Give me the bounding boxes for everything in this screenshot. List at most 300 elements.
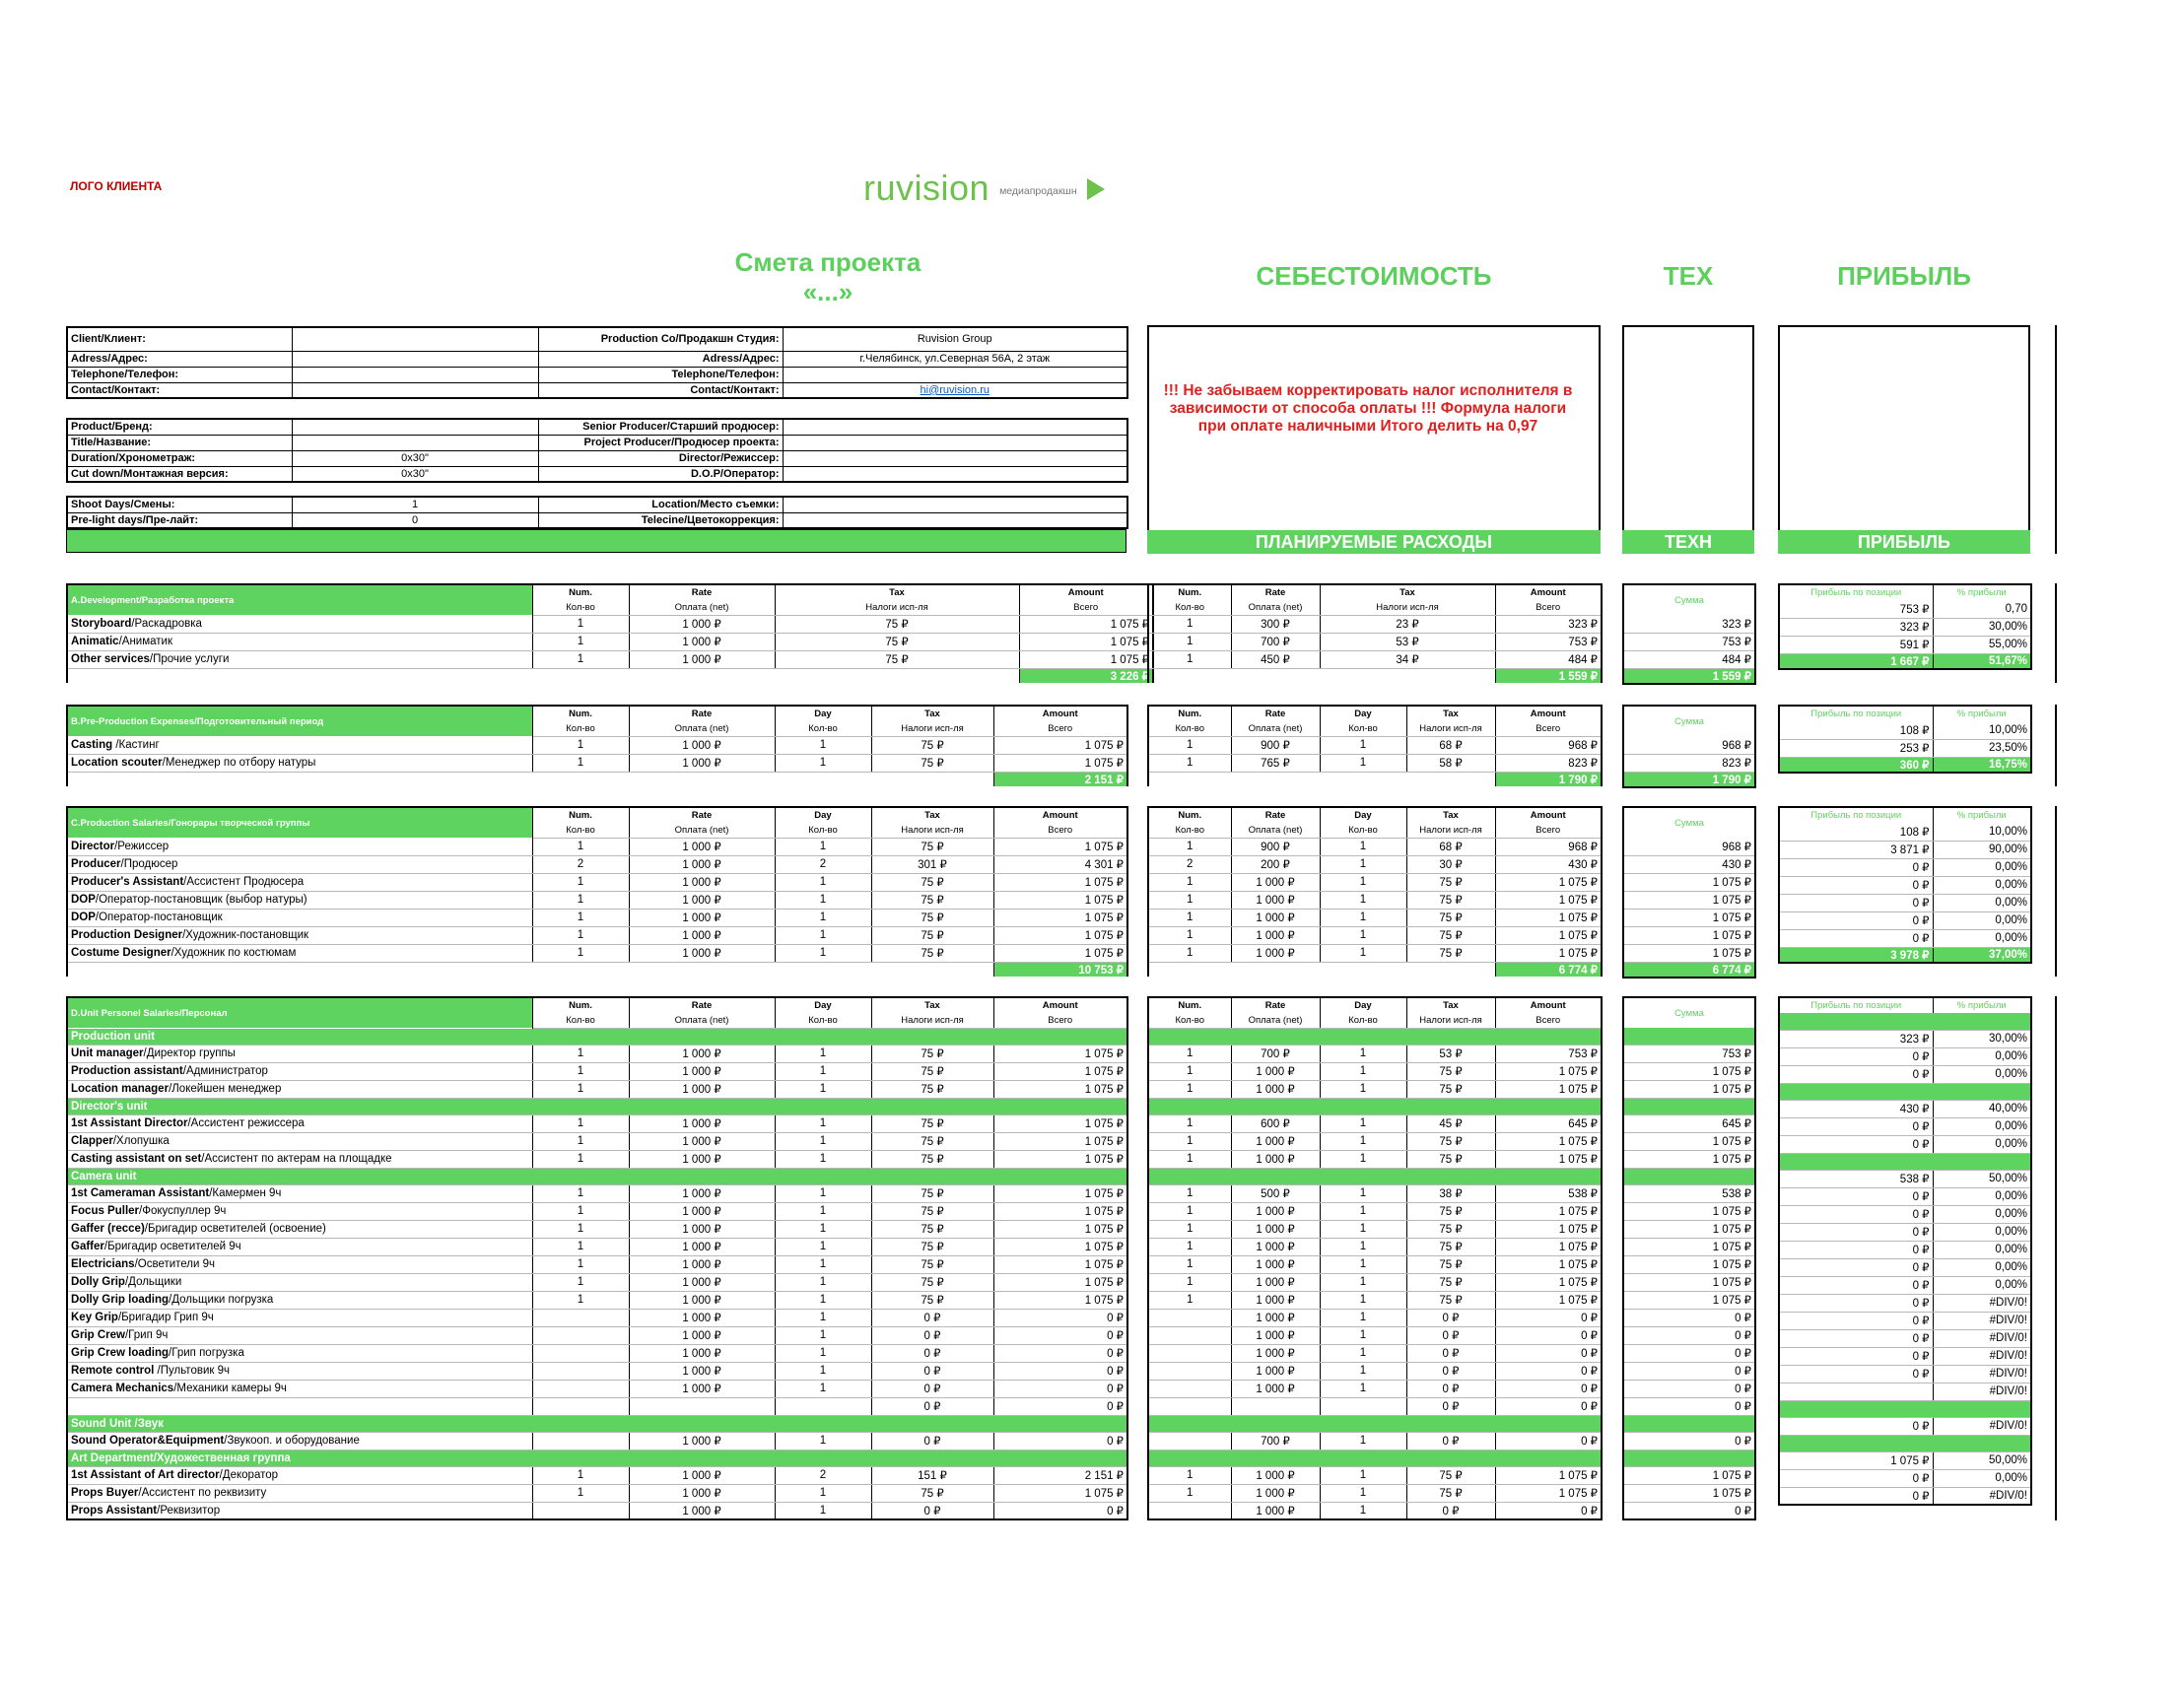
cell-amount[interactable]: 1 075 ₽ [993,1273,1127,1291]
cost-cell-amount[interactable]: 1 075 ₽ [1495,944,1602,962]
cell-rate[interactable]: 1 000 ₽ [629,1238,775,1255]
cell-amount[interactable]: 1 075 ₽ [993,1045,1127,1062]
cell-tax[interactable]: 75 ₽ [871,1255,993,1273]
cost-row[interactable] [1148,1326,1602,1344]
cost-cell-days[interactable]: 1 [1320,1132,1406,1150]
cell-rate[interactable]: 1 000 ₽ [629,1062,775,1080]
cell-amount[interactable]: 1 075 ₽ [993,891,1127,909]
cost-row[interactable] [1148,1255,1602,1273]
cell-amount[interactable]: 1 075 ₽ [993,1255,1127,1273]
cost-row[interactable] [1148,1062,1602,1080]
cost-cell-rate[interactable]: 500 ₽ [1231,1184,1320,1202]
cell-tax[interactable]: 151 ₽ [871,1466,993,1484]
cost-cell-amount[interactable]: 1 075 ₽ [1495,1238,1602,1255]
info-value[interactable] [783,497,1127,512]
cell-tax[interactable]: 75 ₽ [871,1220,993,1238]
cell-amount[interactable]: 0 ₽ [993,1502,1127,1519]
cell-rate[interactable]: 1 000 ₽ [629,1255,775,1273]
cost-row[interactable] [1148,891,1602,909]
cost-cell-amount[interactable]: 968 ₽ [1495,736,1602,754]
cost-cell-amount[interactable]: 1 075 ₽ [1495,1291,1602,1309]
cell-rate[interactable]: 1 000 ₽ [629,1326,775,1344]
cell-rate[interactable] [629,1397,775,1415]
cell-rate[interactable]: 1 000 ₽ [629,873,775,891]
cell-days[interactable]: 1 [775,1326,871,1344]
cost-cell-days[interactable]: 1 [1320,1309,1406,1326]
cell-qty[interactable]: 1 [532,615,629,633]
cell-days[interactable]: 2 [775,855,871,873]
cost-row[interactable] [1148,1220,1602,1238]
cost-cell-tax[interactable]: 0 ₽ [1406,1432,1495,1450]
cost-cell-rate[interactable]: 765 ₽ [1231,754,1320,772]
cell-amount[interactable]: 1 075 ₽ [993,1202,1127,1220]
cost-row[interactable] [1148,650,1602,668]
cell-tax[interactable]: 75 ₽ [871,1238,993,1255]
cost-cell-days[interactable]: 1 [1320,1150,1406,1168]
cost-row[interactable] [1148,1132,1602,1150]
cost-row[interactable] [1148,1502,1602,1519]
cost-cell-tax[interactable]: 68 ₽ [1406,838,1495,855]
cell-rate[interactable]: 1 000 ₽ [629,1362,775,1380]
cell-days[interactable]: 1 [775,1255,871,1273]
cell-tax[interactable]: 0 ₽ [871,1326,993,1344]
cell-tax[interactable]: 75 ₽ [871,909,993,926]
cost-cell-qty[interactable]: 1 [1148,1045,1231,1062]
cell-amount[interactable]: 0 ₽ [993,1380,1127,1397]
cost-cell-rate[interactable]: 1 000 ₽ [1231,1380,1320,1397]
line-item-row[interactable] [67,1273,1127,1291]
cost-cell-tax[interactable]: 0 ₽ [1406,1344,1495,1362]
cell-tax[interactable]: 75 ₽ [871,1273,993,1291]
cost-row[interactable] [1148,873,1602,891]
cost-cell-qty[interactable]: 1 [1148,1220,1231,1238]
cell-days[interactable]: 1 [775,754,871,772]
cost-cell-rate[interactable]: 900 ₽ [1231,838,1320,855]
cost-cell-tax[interactable]: 75 ₽ [1406,1238,1495,1255]
cell-rate[interactable]: 1 000 ₽ [629,1202,775,1220]
cell-days[interactable]: 1 [775,1150,871,1168]
line-item-row[interactable] [67,1062,1127,1080]
cell-days[interactable]: 1 [775,944,871,962]
cell-amount[interactable]: 1 075 ₽ [993,754,1127,772]
cell-rate[interactable]: 1 000 ₽ [629,838,775,855]
cost-cell-rate[interactable]: 450 ₽ [1231,650,1320,668]
cost-row[interactable] [1148,1202,1602,1220]
cell-amount[interactable]: 0 ₽ [993,1432,1127,1450]
info-value[interactable]: 0x30" [292,466,538,482]
cost-cell-tax[interactable]: 75 ₽ [1406,891,1495,909]
cell-rate[interactable]: 1 000 ₽ [629,1484,775,1502]
cost-cell-qty[interactable]: 1 [1148,838,1231,855]
line-item-row[interactable] [67,1484,1127,1502]
cost-row[interactable] [1148,855,1602,873]
cell-rate[interactable]: 1 000 ₽ [629,1502,775,1519]
cell-days[interactable]: 1 [775,1502,871,1519]
cell-amount[interactable]: 0 ₽ [993,1397,1127,1415]
cell-rate[interactable]: 1 000 ₽ [629,891,775,909]
cost-cell-qty[interactable]: 1 [1148,1255,1231,1273]
line-item-row[interactable] [67,1380,1127,1397]
cost-cell-amount[interactable]: 1 075 ₽ [1495,873,1602,891]
line-item-row[interactable] [67,1502,1127,1519]
info-value[interactable] [783,327,1127,351]
cell-qty[interactable]: 1 [532,926,629,944]
cost-row[interactable] [1148,1184,1602,1202]
cost-cell-amount[interactable]: 823 ₽ [1495,754,1602,772]
cost-cell-qty[interactable]: 1 [1148,891,1231,909]
cost-cell-qty[interactable]: 1 [1148,1080,1231,1098]
cost-cell-tax[interactable]: 53 ₽ [1320,633,1495,650]
cost-row[interactable] [1148,944,1602,962]
cost-cell-rate[interactable]: 700 ₽ [1231,1045,1320,1062]
cost-cell-tax[interactable]: 0 ₽ [1406,1309,1495,1326]
cost-cell-qty[interactable]: 1 [1148,1062,1231,1080]
info-value[interactable] [783,466,1127,482]
cell-rate[interactable]: 1 000 ₽ [629,1045,775,1062]
cost-cell-tax[interactable]: 75 ₽ [1406,926,1495,944]
cost-row[interactable] [1148,1273,1602,1291]
cost-cell-days[interactable]: 1 [1320,944,1406,962]
cell-qty[interactable]: 1 [532,909,629,926]
cell-qty[interactable]: 1 [532,1184,629,1202]
cost-cell-tax[interactable]: 75 ₽ [1406,1132,1495,1150]
cost-cell-rate[interactable]: 1 000 ₽ [1231,926,1320,944]
cost-row[interactable] [1148,926,1602,944]
cell-rate[interactable]: 1 000 ₽ [629,1432,775,1450]
cell-qty[interactable]: 1 [532,1150,629,1168]
info-value[interactable]: 0x30" [292,450,538,466]
info-value[interactable] [783,450,1127,466]
cost-cell-rate[interactable]: 1 000 ₽ [1231,1466,1320,1484]
cost-cell-amount[interactable]: 1 075 ₽ [1495,1273,1602,1291]
cell-amount[interactable]: 1 075 ₽ [993,1114,1127,1132]
cost-cell-days[interactable]: 1 [1320,1362,1406,1380]
cost-cell-days[interactable]: 1 [1320,873,1406,891]
cost-row[interactable] [1148,736,1602,754]
cell-rate[interactable]: 1 000 ₽ [629,855,775,873]
cost-cell-qty[interactable]: 1 [1148,1150,1231,1168]
cost-cell-rate[interactable]: 1 000 ₽ [1231,1502,1320,1519]
cell-amount[interactable]: 1 075 ₽ [1019,650,1153,668]
line-item-row[interactable] [67,926,1127,944]
cell-qty[interactable]: 1 [532,1202,629,1220]
cost-cell-amount[interactable]: 0 ₽ [1495,1397,1602,1415]
cost-cell-qty[interactable] [1148,1432,1231,1450]
cell-tax[interactable]: 75 ₽ [871,944,993,962]
cost-cell-rate[interactable]: 700 ₽ [1231,1432,1320,1450]
cost-cell-amount[interactable]: 0 ₽ [1495,1344,1602,1362]
line-item-row[interactable] [67,909,1127,926]
cost-cell-tax[interactable]: 38 ₽ [1406,1184,1495,1202]
cost-cell-rate[interactable]: 1 000 ₽ [1231,1080,1320,1098]
cell-rate[interactable]: 1 000 ₽ [629,615,775,633]
cost-cell-qty[interactable]: 1 [1148,944,1231,962]
cost-cell-amount[interactable]: 1 075 ₽ [1495,926,1602,944]
line-item-row[interactable] [67,615,1153,633]
line-item-row[interactable] [67,1326,1127,1344]
cost-cell-rate[interactable] [1231,1397,1320,1415]
cell-days[interactable]: 1 [775,838,871,855]
cost-cell-rate[interactable]: 1 000 ₽ [1231,1291,1320,1309]
cell-qty[interactable]: 1 [532,1080,629,1098]
cell-qty[interactable] [532,1432,629,1450]
cost-cell-qty[interactable]: 1 [1148,1132,1231,1150]
cost-cell-amount[interactable]: 1 075 ₽ [1495,909,1602,926]
cell-rate[interactable]: 1 000 ₽ [629,909,775,926]
cost-cell-amount[interactable]: 484 ₽ [1495,650,1602,668]
cost-cell-tax[interactable]: 75 ₽ [1406,1291,1495,1309]
cell-days[interactable]: 1 [775,1045,871,1062]
line-item-row[interactable] [67,1150,1127,1168]
cost-cell-qty[interactable]: 1 [1148,754,1231,772]
line-item-row[interactable] [67,1080,1127,1098]
cell-amount[interactable]: 1 075 ₽ [993,736,1127,754]
cost-cell-amount[interactable]: 0 ₽ [1495,1380,1602,1397]
cell-rate[interactable]: 1 000 ₽ [629,1114,775,1132]
cell-rate[interactable]: 1 000 ₽ [629,633,775,650]
cost-cell-qty[interactable]: 2 [1148,855,1231,873]
cost-cell-qty[interactable]: 1 [1148,650,1231,668]
line-item-row[interactable] [67,1397,1127,1415]
line-item-row[interactable] [67,1309,1127,1326]
cost-cell-amount[interactable]: 0 ₽ [1495,1432,1602,1450]
cost-cell-tax[interactable]: 75 ₽ [1406,1202,1495,1220]
cell-days[interactable]: 1 [775,1132,871,1150]
cost-cell-amount[interactable]: 1 075 ₽ [1495,1202,1602,1220]
cost-cell-amount[interactable]: 0 ₽ [1495,1502,1602,1519]
cell-tax[interactable]: 0 ₽ [871,1432,993,1450]
cost-cell-days[interactable]: 1 [1320,909,1406,926]
cost-cell-rate[interactable]: 1 000 ₽ [1231,1202,1320,1220]
cost-cell-qty[interactable]: 1 [1148,1291,1231,1309]
cell-amount[interactable]: 0 ₽ [993,1362,1127,1380]
cell-rate[interactable]: 1 000 ₽ [629,1080,775,1098]
cost-cell-days[interactable]: 1 [1320,1255,1406,1273]
cell-tax[interactable]: 75 ₽ [871,1132,993,1150]
cost-cell-qty[interactable] [1148,1309,1231,1326]
cost-cell-rate[interactable]: 600 ₽ [1231,1114,1320,1132]
line-item-row[interactable] [67,1132,1127,1150]
cost-cell-days[interactable]: 1 [1320,926,1406,944]
cell-qty[interactable] [532,1326,629,1344]
cost-cell-rate[interactable]: 1 000 ₽ [1231,1062,1320,1080]
cost-cell-days[interactable]: 1 [1320,1202,1406,1220]
cell-days[interactable]: 1 [775,909,871,926]
cost-cell-tax[interactable]: 45 ₽ [1406,1114,1495,1132]
cell-tax[interactable]: 75 ₽ [871,1062,993,1080]
cost-cell-rate[interactable]: 1 000 ₽ [1231,1150,1320,1168]
cost-cell-days[interactable]: 1 [1320,1432,1406,1450]
cost-row[interactable] [1148,1432,1602,1450]
cost-cell-qty[interactable]: 1 [1148,873,1231,891]
cell-amount[interactable]: 1 075 ₽ [993,926,1127,944]
cell-qty[interactable]: 1 [532,754,629,772]
cell-tax[interactable]: 75 ₽ [871,1202,993,1220]
line-item-row[interactable] [67,736,1127,754]
cost-cell-amount[interactable]: 1 075 ₽ [1495,1132,1602,1150]
cell-rate[interactable]: 1 000 ₽ [629,1184,775,1202]
cost-row[interactable] [1148,1150,1602,1168]
cell-qty[interactable] [532,1362,629,1380]
cost-row[interactable] [1148,1291,1602,1309]
cost-cell-amount[interactable]: 1 075 ₽ [1495,1466,1602,1484]
cell-days[interactable]: 1 [775,1238,871,1255]
cell-days[interactable]: 1 [775,1362,871,1380]
info-value[interactable] [783,512,1127,528]
cost-cell-amount[interactable]: 1 075 ₽ [1495,1080,1602,1098]
cost-cell-tax[interactable]: 34 ₽ [1320,650,1495,668]
cost-cell-qty[interactable]: 1 [1148,1484,1231,1502]
cell-amount[interactable]: 1 075 ₽ [993,944,1127,962]
cell-tax[interactable]: 75 ₽ [871,1150,993,1168]
cell-days[interactable]: 1 [775,1309,871,1326]
cell-rate[interactable]: 1 000 ₽ [629,944,775,962]
line-item-row[interactable] [67,1202,1127,1220]
info-value[interactable] [292,419,538,435]
cost-cell-amount[interactable]: 753 ₽ [1495,1045,1602,1062]
line-item-row[interactable] [67,1255,1127,1273]
cost-row[interactable] [1148,1309,1602,1326]
cell-qty[interactable]: 1 [532,873,629,891]
cell-amount[interactable]: 1 075 ₽ [993,1080,1127,1098]
cost-cell-days[interactable]: 1 [1320,1380,1406,1397]
cell-tax[interactable]: 75 ₽ [871,1184,993,1202]
cell-qty[interactable]: 1 [532,1291,629,1309]
cell-days[interactable]: 1 [775,1114,871,1132]
cell-qty[interactable]: 1 [532,1484,629,1502]
cost-cell-amount[interactable]: 1 075 ₽ [1495,1062,1602,1080]
info-value[interactable] [292,435,538,450]
cost-cell-tax[interactable]: 30 ₽ [1406,855,1495,873]
cost-cell-rate[interactable]: 1 000 ₽ [1231,1344,1320,1362]
cell-tax[interactable]: 75 ₽ [871,1114,993,1132]
cost-cell-days[interactable]: 1 [1320,1080,1406,1098]
cost-cell-days[interactable]: 1 [1320,1502,1406,1519]
cost-cell-tax[interactable]: 75 ₽ [1406,1062,1495,1080]
cell-amount[interactable]: 1 075 ₽ [993,1062,1127,1080]
cost-row[interactable] [1148,1238,1602,1255]
cell-qty[interactable] [532,1502,629,1519]
cost-cell-days[interactable]: 1 [1320,1045,1406,1062]
cost-cell-rate[interactable]: 1 000 ₽ [1231,909,1320,926]
cell-amount[interactable]: 1 075 ₽ [993,1238,1127,1255]
cost-cell-amount[interactable]: 1 075 ₽ [1495,1484,1602,1502]
cost-cell-amount[interactable]: 0 ₽ [1495,1362,1602,1380]
cost-cell-qty[interactable] [1148,1326,1231,1344]
cell-amount[interactable]: 2 151 ₽ [993,1466,1127,1484]
cost-cell-tax[interactable]: 75 ₽ [1406,873,1495,891]
cell-days[interactable] [775,1397,871,1415]
cost-row[interactable] [1148,909,1602,926]
cell-rate[interactable]: 1 000 ₽ [629,1309,775,1326]
cell-qty[interactable] [532,1309,629,1326]
cell-amount[interactable]: 1 075 ₽ [993,1184,1127,1202]
cost-cell-amount[interactable]: 753 ₽ [1495,633,1602,650]
cost-cell-tax[interactable]: 58 ₽ [1406,754,1495,772]
cell-days[interactable]: 1 [775,1291,871,1309]
cost-cell-days[interactable]: 1 [1320,1062,1406,1080]
cost-cell-qty[interactable] [1148,1502,1231,1519]
line-item-row[interactable] [67,873,1127,891]
line-item-row[interactable] [67,650,1153,668]
cell-days[interactable]: 1 [775,1380,871,1397]
cost-cell-qty[interactable]: 1 [1148,615,1231,633]
cell-qty[interactable]: 1 [532,1273,629,1291]
cost-row[interactable] [1148,1484,1602,1502]
cell-qty[interactable]: 1 [532,736,629,754]
cell-amount[interactable]: 1 075 ₽ [993,1220,1127,1238]
cost-cell-qty[interactable]: 1 [1148,736,1231,754]
cost-cell-tax[interactable]: 53 ₽ [1406,1045,1495,1062]
cell-tax[interactable]: 75 ₽ [775,650,1019,668]
contact-email-link[interactable]: hi@ruvision.ru [920,383,990,396]
cost-cell-rate[interactable]: 1 000 ₽ [1231,891,1320,909]
cost-cell-qty[interactable]: 1 [1148,1202,1231,1220]
cell-tax[interactable]: 75 ₽ [871,838,993,855]
cell-tax[interactable]: 75 ₽ [871,1080,993,1098]
cost-cell-rate[interactable]: 1 000 ₽ [1231,1238,1320,1255]
cell-qty[interactable]: 1 [532,1238,629,1255]
cost-cell-qty[interactable]: 1 [1148,1184,1231,1202]
cell-tax[interactable]: 75 ₽ [871,754,993,772]
cell-days[interactable]: 1 [775,1484,871,1502]
cell-tax[interactable]: 75 ₽ [871,1484,993,1502]
cell-tax[interactable]: 0 ₽ [871,1309,993,1326]
cost-cell-days[interactable]: 1 [1320,1114,1406,1132]
cost-row[interactable] [1148,1114,1602,1132]
cell-qty[interactable]: 1 [532,1062,629,1080]
cost-cell-rate[interactable]: 1 000 ₽ [1231,1326,1320,1344]
cell-rate[interactable]: 1 000 ₽ [629,1466,775,1484]
cost-cell-qty[interactable]: 1 [1148,909,1231,926]
info-value[interactable]: 1 [292,497,538,512]
cost-row[interactable] [1148,1362,1602,1380]
info-value[interactable] [783,419,1127,435]
cell-rate[interactable]: 1 000 ₽ [629,1220,775,1238]
cell-tax[interactable]: 75 ₽ [871,926,993,944]
cost-cell-rate[interactable]: 1 000 ₽ [1231,1309,1320,1326]
line-item-row[interactable] [67,1344,1127,1362]
cost-cell-amount[interactable]: 1 075 ₽ [1495,1255,1602,1273]
cost-cell-tax[interactable]: 0 ₽ [1406,1326,1495,1344]
cost-cell-rate[interactable]: 900 ₽ [1231,736,1320,754]
cost-row[interactable] [1148,1080,1602,1098]
cost-cell-amount[interactable]: 1 075 ₽ [1495,1150,1602,1168]
cost-cell-tax[interactable]: 75 ₽ [1406,1150,1495,1168]
cell-tax[interactable]: 75 ₽ [775,633,1019,650]
cost-cell-amount[interactable]: 538 ₽ [1495,1184,1602,1202]
cell-amount[interactable]: 1 075 ₽ [993,1291,1127,1309]
cost-row[interactable] [1148,1466,1602,1484]
cell-qty[interactable]: 1 [532,944,629,962]
cost-cell-amount[interactable]: 323 ₽ [1495,615,1602,633]
cost-cell-days[interactable]: 1 [1320,891,1406,909]
cost-row[interactable] [1148,1380,1602,1397]
line-item-row[interactable] [67,1045,1127,1062]
cost-cell-qty[interactable]: 1 [1148,633,1231,650]
cell-days[interactable]: 1 [775,1184,871,1202]
cost-cell-days[interactable]: 1 [1320,838,1406,855]
cell-days[interactable]: 1 [775,891,871,909]
cost-cell-tax[interactable]: 75 ₽ [1406,1080,1495,1098]
cost-cell-amount[interactable]: 1 075 ₽ [1495,891,1602,909]
cost-cell-tax[interactable]: 75 ₽ [1406,1255,1495,1273]
cost-cell-qty[interactable] [1148,1397,1231,1415]
cell-amount[interactable]: 0 ₽ [993,1326,1127,1344]
cell-qty[interactable]: 1 [532,633,629,650]
line-item-row[interactable] [67,754,1127,772]
cell-days[interactable]: 1 [775,926,871,944]
